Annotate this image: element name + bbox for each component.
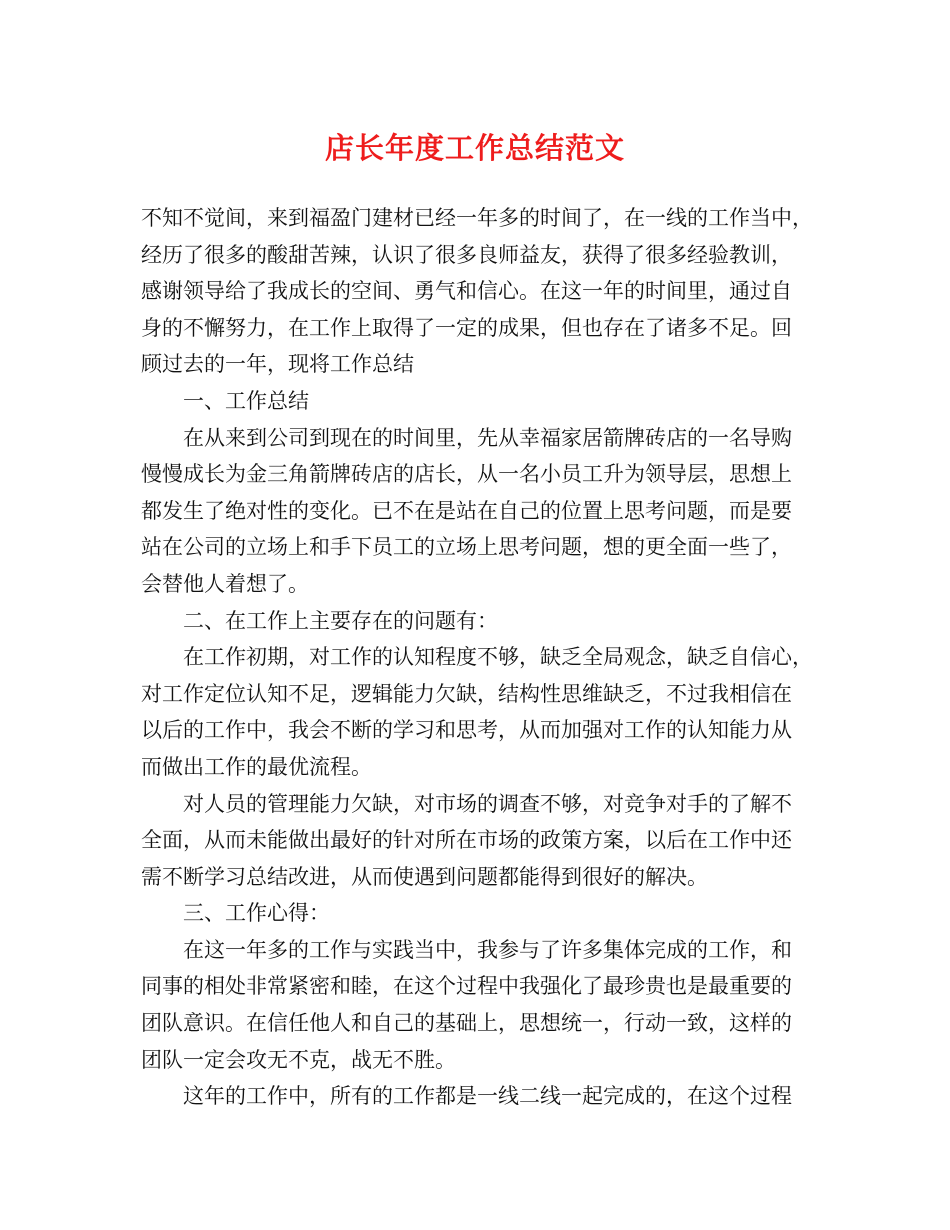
paragraph-line: 经历了很多的酸甜苦辣，认识了很多良师益友，获得了很多经验教训， <box>141 242 792 267</box>
paragraph-line: 对工作定位认知不足，逻辑能力欠缺，结构性思维缺乏，不过我相信在 <box>141 681 792 706</box>
paragraph-line: 在工作初期，对工作的认知程度不够，缺乏全局观念，缺乏自信心， <box>183 645 813 670</box>
paragraph-line: 身的不懈努力，在工作上取得了一定的成果，但也存在了诸多不足。回 <box>141 315 792 340</box>
paragraph-line: 在从来到公司到现在的时间里，先从幸福家居箭牌砖店的一名导购 <box>183 425 792 450</box>
paragraph-line: 都发生了绝对性的变化。已不在是站在自己的位置上思考问题，而是要 <box>141 498 792 523</box>
paragraph-line: 同事的相处非常紧密和睦，在这个过程中我强化了最珍贵也是最重要的 <box>141 974 792 999</box>
paragraph-line: 在这一年多的工作与实践当中，我参与了许多集体完成的工作，和 <box>183 937 792 962</box>
paragraph-line: 团队一定会攻无不克，战无不胜。 <box>141 1047 456 1072</box>
paragraph-line: 需不断学习总结改进，从而使遇到问题都能得到很好的解决。 <box>141 864 708 889</box>
paragraph-line: 以后的工作中，我会不断的学习和思考，从而加强对工作的认知能力从 <box>141 718 792 743</box>
paragraph-line: 这年的工作中，所有的工作都是一线二线一起完成的，在这个过程 <box>183 1084 792 1109</box>
paragraph-line: 三、工作心得： <box>183 901 330 926</box>
paragraph-line: 一、工作总结 <box>183 388 309 413</box>
document-body <box>141 200 841 1115</box>
paragraph-line: 而做出工作的最优流程。 <box>141 754 372 779</box>
paragraph-line: 顾过去的一年，现将工作总结 <box>141 352 414 377</box>
document-title: 店长年度工作总结范文 <box>324 131 625 165</box>
paragraph-line: 二、在工作上主要存在的问题有： <box>183 608 498 633</box>
paragraph-line: 感谢领导给了我成长的空间、勇气和信心。在这一年的时间里，通过自 <box>141 279 792 304</box>
paragraph-line: 慢慢成长为金三角箭牌砖店的店长，从一名小员工升为领导层，思想上 <box>141 462 792 487</box>
paragraph-line: 不知不觉间，来到福盈门建材已经一年多的时间了，在一线的工作当中， <box>141 206 813 230</box>
paragraph-line: 团队意识。在信任他人和自己的基础上，思想统一，行动一致，这样的 <box>141 1011 792 1036</box>
paragraph-line: 站在公司的立场上和手下员工的立场上思考问题，想的更全面一些了， <box>141 535 792 560</box>
paragraph-line: 对人员的管理能力欠缺，对市场的调查不够，对竞争对手的了解不 <box>183 791 792 816</box>
paragraph-line: 全面，从而未能做出最好的针对所在市场的政策方案，以后在工作中还 <box>141 828 792 853</box>
paragraph-line: 会替他人着想了。 <box>141 571 309 596</box>
